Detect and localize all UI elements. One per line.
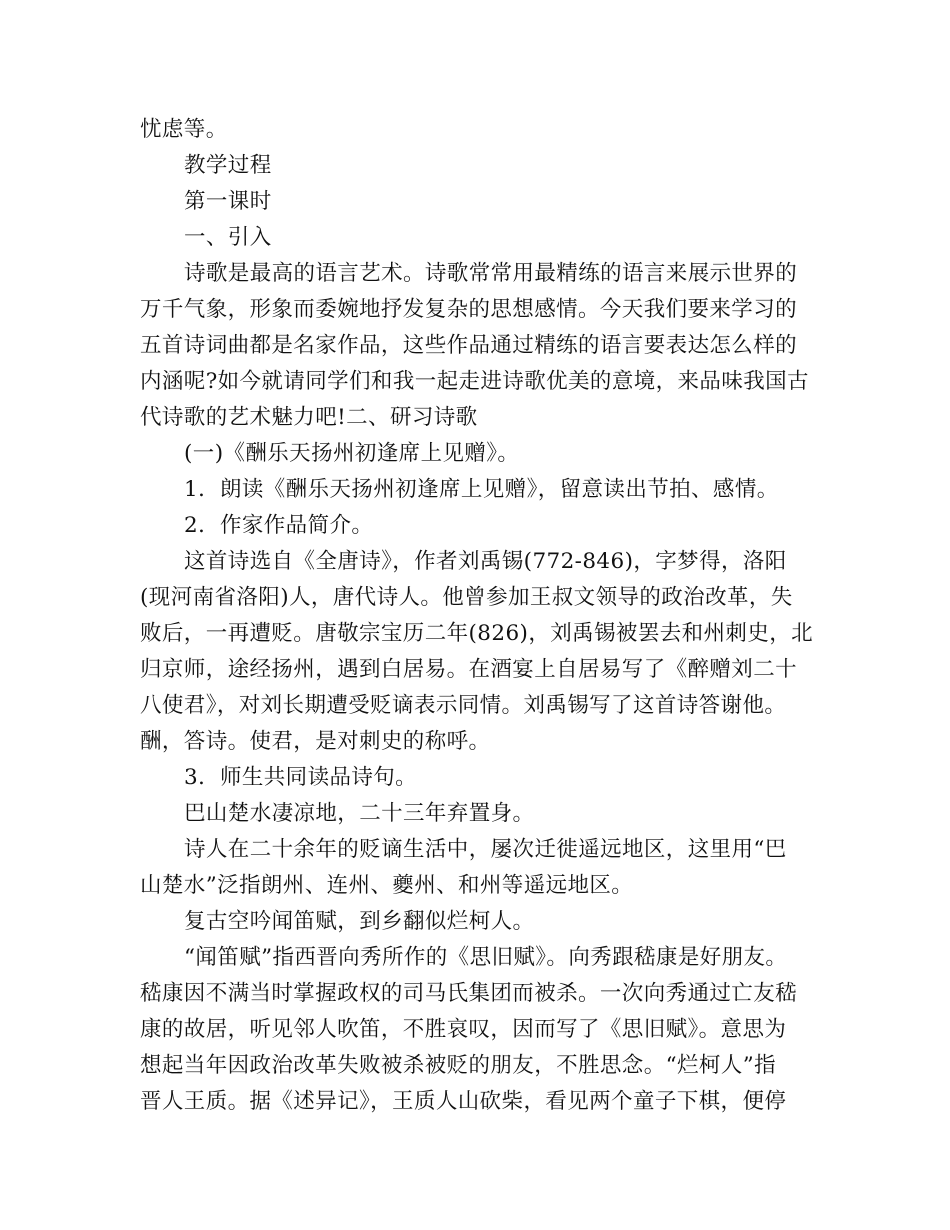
paragraph-line: 代诗歌的艺术魅力吧!二、研习诗歌	[140, 405, 478, 430]
paragraph-line: 归京师，途经扬州，遇到白居易。在酒宴上自居易写了《醉赠刘二十	[140, 657, 798, 682]
section-heading: 第一课时	[184, 189, 272, 214]
paragraph-line: (现河南省洛阳)人，唐代诗人。他曾参加王叔文领导的政治改革，失	[140, 585, 793, 610]
paragraph-line: 晋人王质。据《述异记》，王质人山砍柴，看见两个童子下棋，便停	[140, 1089, 787, 1114]
paragraph-line: “闻笛赋”指西晋向秀所作的《思旧赋》。向秀跟嵇康是好朋友。	[184, 945, 788, 970]
paragraph-line: 败后，一再遭贬。唐敬宗宝历二年(826)，刘禹锡被罢去和州刺史，北	[140, 621, 814, 646]
subsection-heading: (一)《酬乐天扬州初逢席上见赠》。	[184, 441, 520, 466]
poem-line: 复古空吟闻笛赋，到乡翻似烂柯人。	[184, 909, 535, 934]
text-line: 忧虑等。	[140, 117, 228, 142]
list-item: 3．师生共同读品诗句。	[184, 765, 418, 790]
paragraph-line: 想起当年因政治改革失败被杀被贬的朋友，不胜思念。“烂柯人”指	[140, 1053, 776, 1078]
paragraph-line: 酬，答诗。使君，是对刺史的称呼。	[140, 729, 491, 754]
section-heading: 教学过程	[184, 153, 272, 178]
paragraph-line: 康的故居，听见邻人吹笛，不胜哀叹，因而写了《思旧赋》。意思为	[140, 1017, 787, 1042]
list-item: 2．作家作品简介。	[184, 513, 374, 538]
paragraph-line: 嵇康因不满当时掌握政权的司马氏集团而被杀。一次向秀通过亡友嵇	[140, 981, 798, 1006]
paragraph-line: 八使君》，对刘长期遭受贬谪表示同情。刘禹锡写了这首诗答谢他。	[140, 693, 787, 718]
paragraph-line: 万千气象，形象而委婉地抒发复杂的思想感情。今天我们要来学习的	[140, 297, 798, 322]
section-heading: 一、引入	[184, 225, 272, 250]
list-item: 1．朗读《酬乐天扬州初逢席上见赠》，留意读出节拍、感情。	[184, 477, 779, 502]
poem-line: 巴山楚水凄凉地，二十三年弃置身。	[184, 801, 535, 826]
paragraph-line: 山楚水”泛指朗州、连州、夔州、和州等遥远地区。	[140, 873, 634, 898]
paragraph-line: 诗歌是最高的语言艺术。诗歌常常用最精练的语言来展示世界的	[184, 261, 798, 286]
paragraph-line: 这首诗选自《全唐诗》，作者刘禹锡(772-846)，字梦得，洛阳	[184, 549, 787, 574]
paragraph-line: 内涵呢?如今就请同学们和我一起走进诗歌优美的意境，来品味我国古	[140, 369, 809, 394]
paragraph-line: 诗人在二十余年的贬谪生活中，屡次迁徙遥远地区，这里用“巴	[184, 837, 787, 862]
paragraph-line: 五首诗词曲都是名家作品，这些作品通过精练的语言要表达怎么样的	[140, 333, 798, 358]
